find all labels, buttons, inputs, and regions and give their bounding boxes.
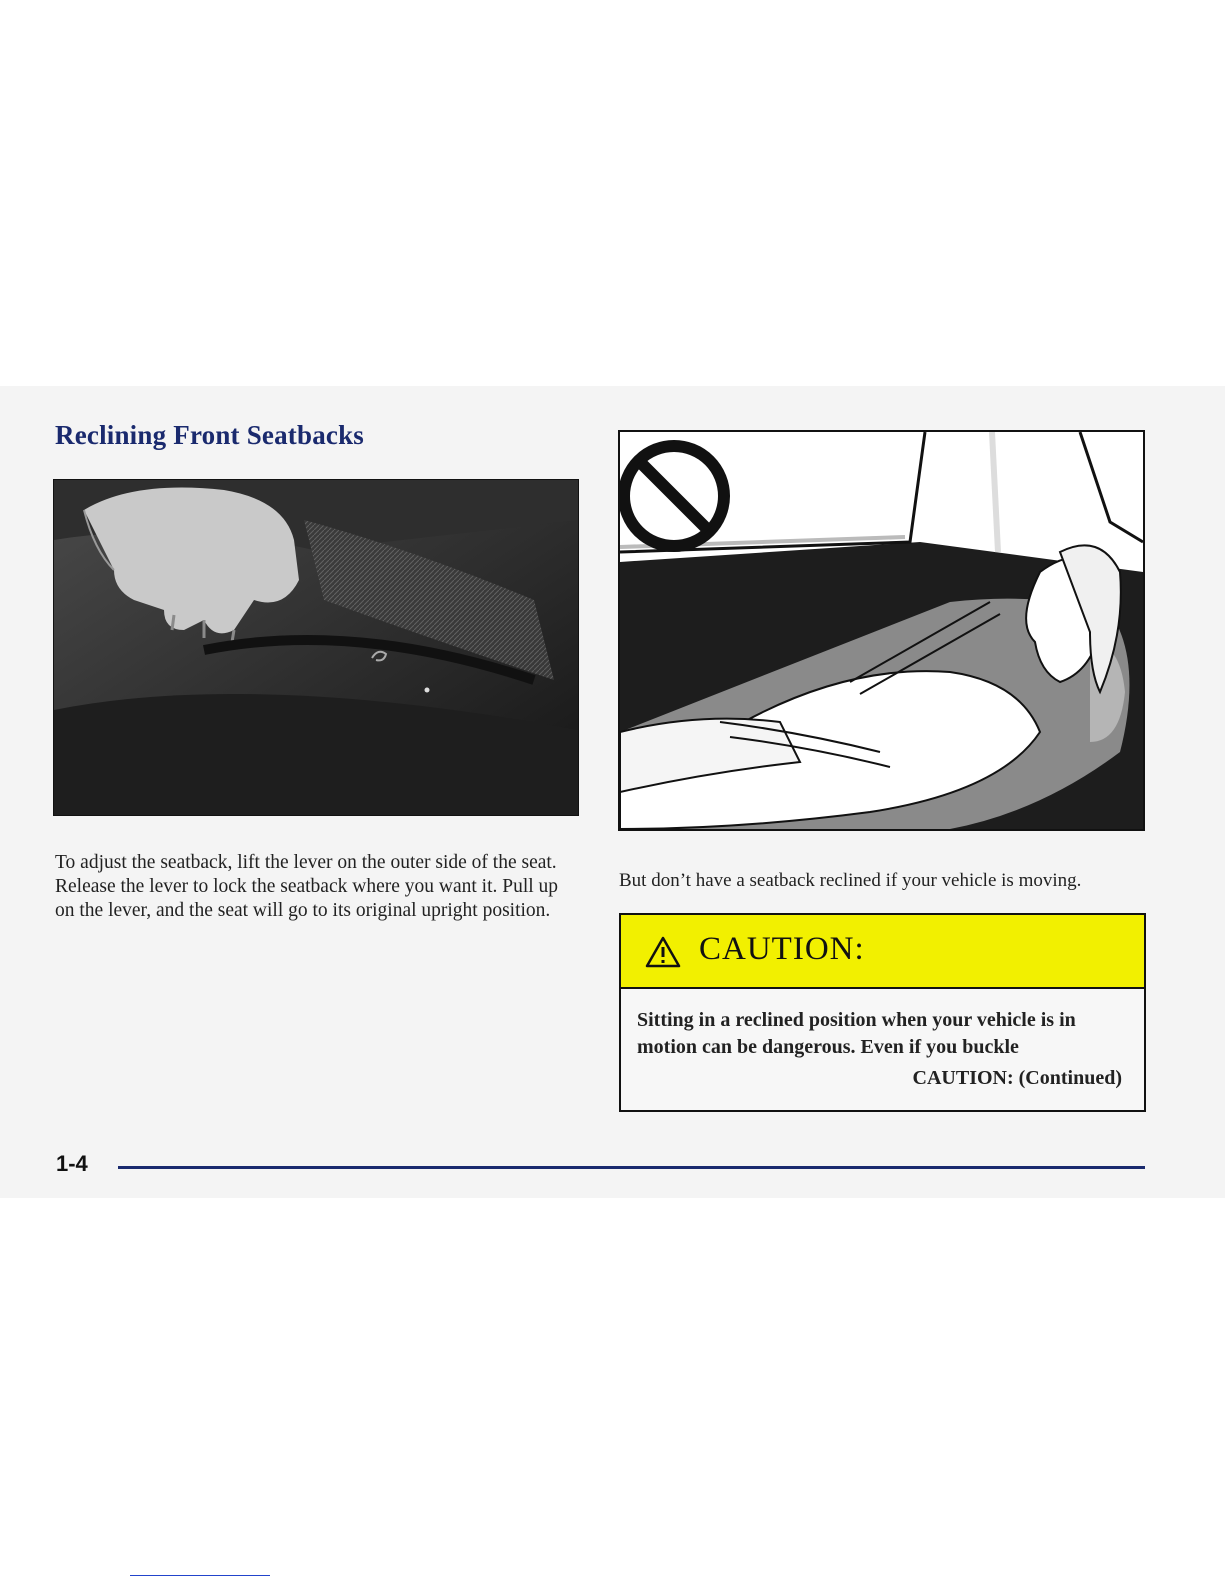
warning-paragraph: But don’t have a seatback reclined if your vehicle is moving. — [619, 870, 1082, 891]
caution-body: Sitting in a reclined position when your vehicle is in motion can be dangerous. Even if you buckle — [637, 1009, 1076, 1058]
page-number: 1-4 — [56, 1151, 88, 1176]
section-title: Reclining Front Seatbacks — [55, 420, 365, 450]
caution-heading: CAUTION: — [699, 931, 865, 967]
caution-continued: CAUTION: (Continued) — [912, 1067, 1122, 1089]
reclined-passenger-illustration — [618, 430, 1145, 831]
instruction-paragraph: To adjust the seatback, lift the lever on the outer side of the seat. Release the lever to lock the seatback where you want it. Pull up on the lever, and the seat will go to its original upright position. — [55, 852, 559, 921]
footer-rule — [118, 1166, 1145, 1169]
seat-lever-photo-graphic — [54, 480, 578, 815]
bottom-underline — [130, 1575, 270, 1577]
seat-lever-photo — [53, 479, 579, 816]
caution-header — [621, 915, 1144, 989]
caution-box — [619, 913, 1146, 1112]
warning-triangle-icon — [645, 936, 681, 968]
reclined-passenger-graphic — [620, 432, 1143, 829]
